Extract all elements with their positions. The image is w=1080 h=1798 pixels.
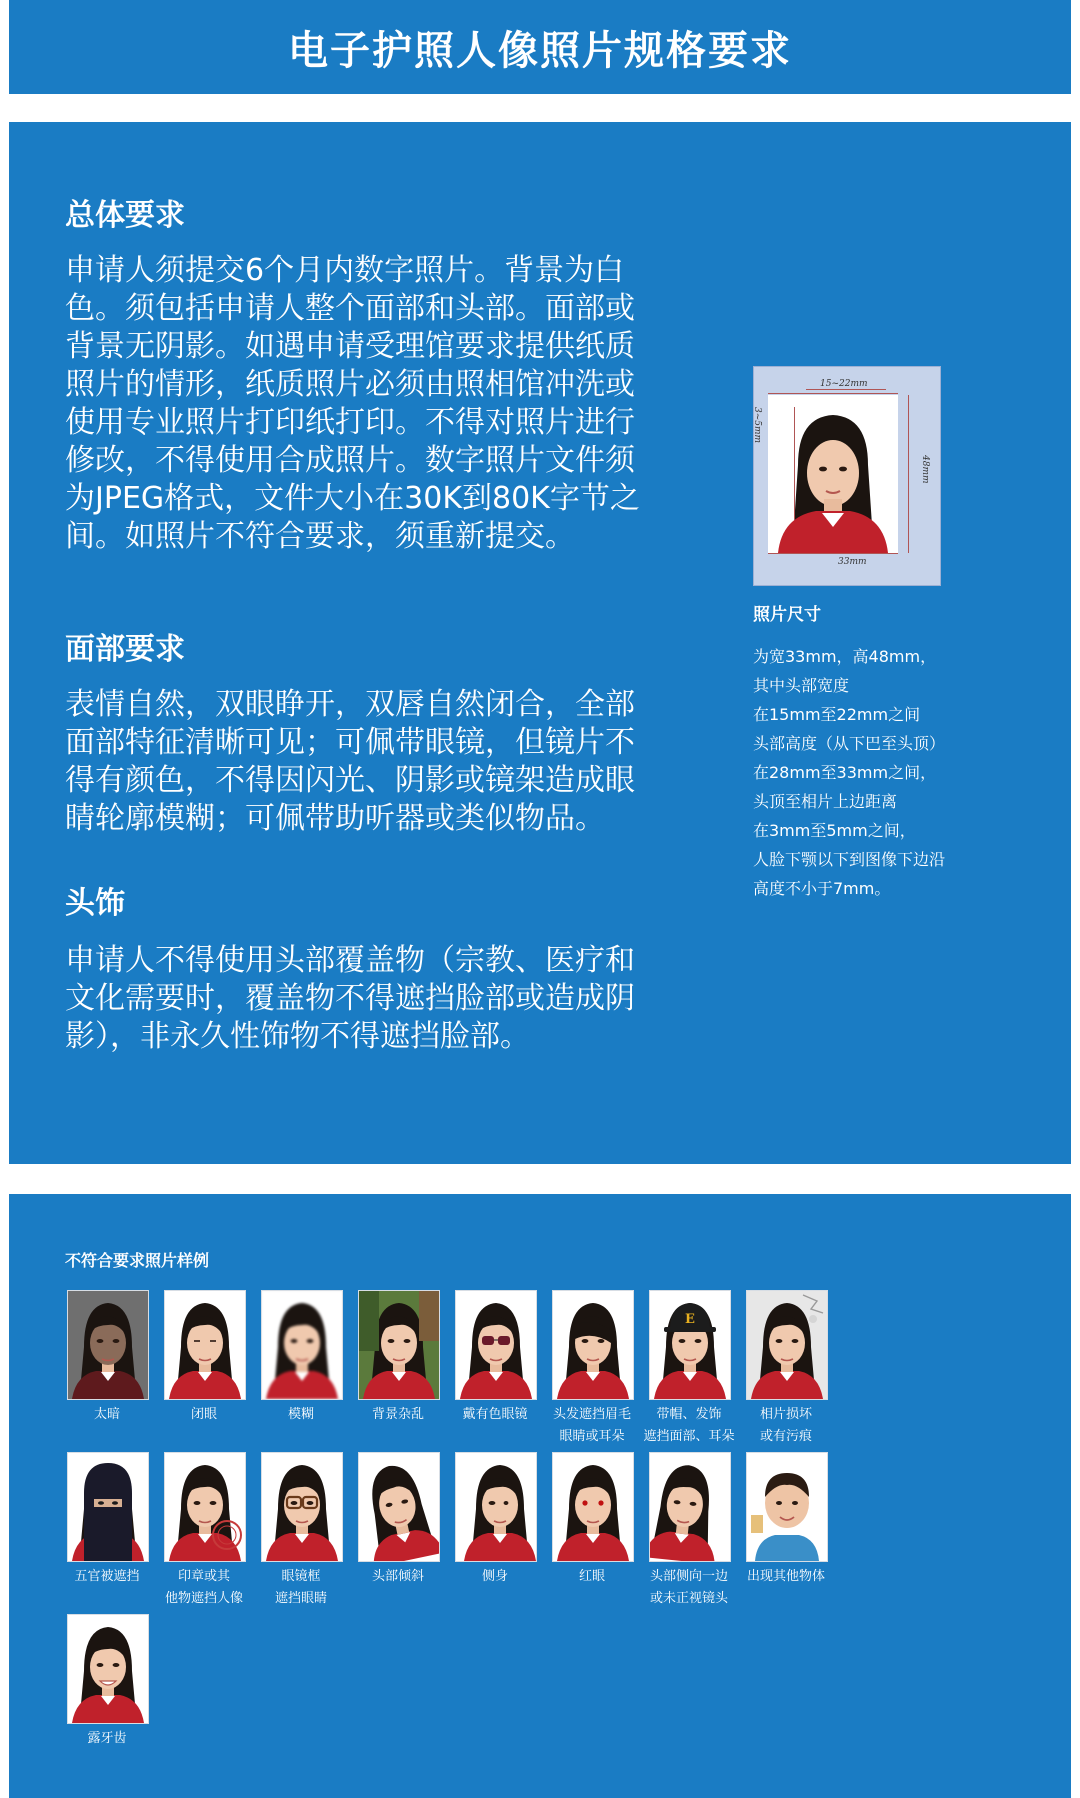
portrait-icon bbox=[68, 1453, 148, 1561]
face-requirements-text: 表情自然，双眼睁开，双唇自然闭合，全部 面部特征清晰可见；可佩带眼镜，但镜片不 得有颜色，不得因闪光、阴影或镜架造成眼 睛轮廓模糊；可佩带助听器或类似物品。 bbox=[65, 687, 635, 836]
example-caption-line: 戴有色眼镜 bbox=[462, 1407, 528, 1422]
headwear-heading: 头饰 bbox=[65, 886, 125, 921]
example-caption bbox=[52, 1566, 162, 1588]
example-photo bbox=[67, 1290, 149, 1400]
portrait-icon bbox=[262, 1291, 342, 1399]
example-photo bbox=[261, 1290, 343, 1400]
portrait-icon bbox=[359, 1291, 439, 1399]
example-photo bbox=[552, 1452, 634, 1562]
example-caption-line: 遮挡眼睛 bbox=[274, 1591, 327, 1606]
example-caption-line: 侧身 bbox=[481, 1569, 508, 1584]
example-caption-line: 露牙齿 bbox=[87, 1731, 127, 1746]
portrait-icon bbox=[768, 395, 898, 553]
requirements-panel bbox=[9, 122, 1071, 1164]
example-caption bbox=[246, 1404, 356, 1426]
example-caption-line: 带帽、发饰 bbox=[656, 1407, 722, 1422]
example-caption-line: 模糊 bbox=[287, 1407, 314, 1422]
example-caption bbox=[343, 1566, 453, 1588]
portrait-icon bbox=[747, 1291, 827, 1399]
example-caption-line: 或未正视镜头 bbox=[649, 1591, 728, 1606]
example-photo bbox=[746, 1452, 828, 1562]
portrait-icon bbox=[262, 1453, 342, 1561]
example-caption-line: 或有污痕 bbox=[759, 1429, 812, 1444]
example-teeth bbox=[67, 1614, 163, 1750]
photo-size-caption: 照片尺寸 bbox=[753, 605, 821, 625]
example-caption-line: 出现其他物体 bbox=[746, 1569, 825, 1584]
example-photo bbox=[358, 1452, 440, 1562]
photo-size-diagram bbox=[753, 366, 941, 586]
title-banner bbox=[9, 0, 1071, 94]
example-caption bbox=[731, 1404, 841, 1448]
top-margin-label: 3~5mm bbox=[752, 407, 762, 444]
example-photo bbox=[164, 1452, 246, 1562]
example-photo bbox=[67, 1614, 149, 1724]
example-caption bbox=[246, 1566, 356, 1610]
example-caption bbox=[52, 1404, 162, 1426]
page-title: 电子护照人像照片规格要求 bbox=[288, 27, 792, 74]
portrait-icon bbox=[456, 1291, 536, 1399]
example-caption-line: 眼睛或耳朵 bbox=[559, 1429, 625, 1444]
head-width-label: 15~22mm bbox=[820, 379, 868, 389]
sample-portrait bbox=[768, 395, 898, 553]
general-requirements-text: 申请人须提交6个月内数字照片。背景为白 色。须包括申请人整个面部和头部。面部或 背景无阴影。如遇申请受理馆要求提供纸质 照片的情形，纸质照片必须由照相馆冲洗或 使用专业照片打印纸打印。不得对照片进行 修改，不得使用合成照片。数字照片文件须 为JPEG格式，文件大小在30K到80K字节之 间。如照片不符合要求，须重新提交。 bbox=[65, 253, 640, 554]
photo-size-description: 为宽33mm，高48mm， 其中头部宽度 在15mm至22mm之间 头部高度（从下巴至头顶） 在28mm至33mm之间， 头顶至相片上边距离 在3mm至5mm之间， 人脸下颚以下到图像下边沿 高度不小于7mm。 bbox=[753, 647, 946, 898]
example-photo bbox=[164, 1290, 246, 1400]
portrait-icon bbox=[165, 1291, 245, 1399]
example-caption bbox=[440, 1566, 550, 1588]
example-caption-line: 相片损坏 bbox=[759, 1407, 812, 1422]
example-photo bbox=[649, 1452, 731, 1562]
example-photo bbox=[67, 1452, 149, 1562]
example-photo bbox=[649, 1290, 731, 1400]
example-caption bbox=[537, 1566, 647, 1588]
example-caption-line: 印章或其 bbox=[177, 1569, 230, 1584]
example-caption-line: 他物遮挡人像 bbox=[164, 1591, 243, 1606]
portrait-icon bbox=[68, 1291, 148, 1399]
photo-height-label: 48mm bbox=[920, 455, 930, 484]
general-requirements-heading: 总体要求 bbox=[65, 198, 185, 233]
example-caption bbox=[731, 1566, 841, 1588]
example-caption-line: 红眼 bbox=[578, 1569, 605, 1584]
example-photo bbox=[261, 1452, 343, 1562]
example-caption-line: 头发遮挡眉毛 bbox=[552, 1407, 631, 1422]
example-caption-line: 眼镜框 bbox=[281, 1569, 321, 1584]
portrait-icon bbox=[68, 1615, 148, 1723]
example-caption-line: 头部侧向一边 bbox=[649, 1569, 728, 1584]
example-caption bbox=[149, 1566, 259, 1610]
portrait-icon bbox=[359, 1453, 439, 1561]
example-photo bbox=[455, 1452, 537, 1562]
photo-width-label: 33mm bbox=[838, 557, 867, 567]
portrait-icon bbox=[165, 1453, 245, 1561]
example-caption-line: 太暗 bbox=[93, 1407, 120, 1422]
example-photo bbox=[746, 1290, 828, 1400]
example-photo bbox=[358, 1290, 440, 1400]
portrait-icon bbox=[456, 1453, 536, 1561]
portrait-icon bbox=[553, 1291, 633, 1399]
example-caption bbox=[634, 1566, 744, 1610]
example-caption-line: 五官被遮挡 bbox=[74, 1569, 140, 1584]
portrait-icon bbox=[650, 1453, 730, 1561]
example-caption-line: 背景杂乱 bbox=[371, 1407, 424, 1422]
example-caption bbox=[440, 1404, 550, 1426]
example-caption bbox=[52, 1728, 162, 1750]
example-photo bbox=[455, 1290, 537, 1400]
example-caption bbox=[634, 1404, 744, 1448]
example-caption bbox=[343, 1404, 453, 1426]
examples-title: 不符合要求照片样例 bbox=[65, 1251, 210, 1270]
noncompliant-examples-panel bbox=[9, 1194, 1071, 1798]
example-caption bbox=[149, 1404, 259, 1426]
example-photo bbox=[552, 1290, 634, 1400]
example-damaged bbox=[746, 1290, 842, 1448]
face-requirements-heading: 面部要求 bbox=[65, 632, 185, 667]
svg-text:E: E bbox=[685, 1312, 695, 1327]
example-caption-line: 头部倾斜 bbox=[371, 1569, 424, 1584]
portrait-icon bbox=[747, 1453, 827, 1561]
example-caption-line: 遮挡面部、耳朵 bbox=[643, 1429, 735, 1444]
example-caption bbox=[537, 1404, 647, 1448]
portrait-icon bbox=[553, 1453, 633, 1561]
example-child bbox=[746, 1452, 842, 1588]
example-caption-line: 闭眼 bbox=[190, 1407, 217, 1422]
portrait-icon bbox=[650, 1291, 730, 1399]
headwear-text: 申请人不得使用头部覆盖物（宗教、医疗和 文化需要时，覆盖物不得遮挡脸部或造成阴 影），非永久性饰物不得遮挡脸部。 bbox=[65, 943, 635, 1054]
